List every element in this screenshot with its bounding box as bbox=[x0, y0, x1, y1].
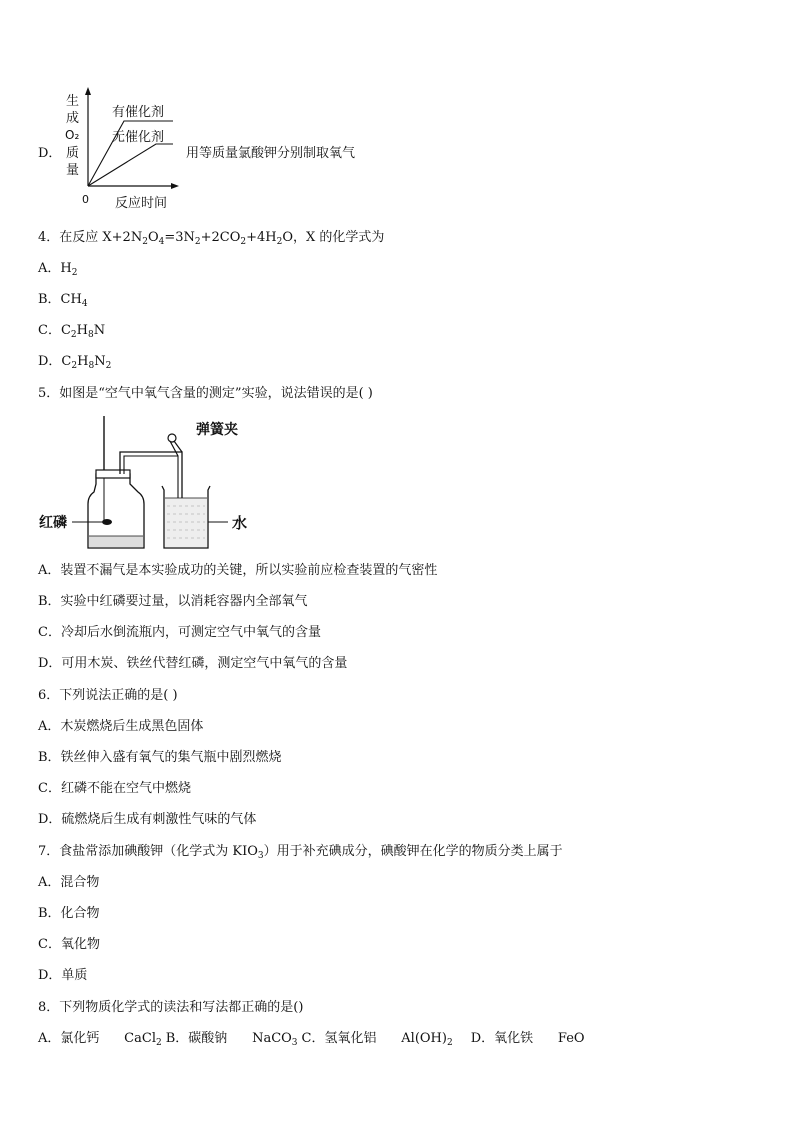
bottle-water bbox=[89, 536, 143, 547]
q5-option-a: A．装置不漏气是本实验成功的关键，所以实验前应检查装置的气密性 bbox=[38, 563, 438, 578]
label-water: 水 bbox=[232, 514, 248, 532]
curve-label-with-catalyst: 有催化剂 bbox=[112, 105, 165, 120]
q8-option-b: B．碳酸钠 NaCO$_3$ bbox=[165, 1031, 298, 1048]
label-phosphorus: 红磷 bbox=[39, 515, 67, 531]
phosphorus-spoon bbox=[102, 519, 112, 525]
q6-option-d: D．硫燃烧后生成有刺激性气味的气体 bbox=[38, 812, 257, 827]
q5-option-d: D．可用木炭、铁丝代替红磷，测定空气中氧气的含量 bbox=[38, 656, 348, 671]
beaker-water bbox=[165, 498, 207, 547]
q8-options bbox=[38, 1031, 603, 1047]
q6-stem: 6．下列说法正确的是( ) bbox=[38, 688, 178, 703]
q8-option-c: C．氢氧化铝 $Al(OH)_2$ bbox=[301, 1031, 453, 1048]
curve-label-without-catalyst: 无催化剂 bbox=[112, 130, 165, 145]
q3-option-d-prefix: D． bbox=[38, 146, 62, 161]
graph-y-label-5: 量 bbox=[66, 163, 80, 178]
q8-option-d: D．氧化铁 FeO bbox=[470, 1031, 585, 1046]
q8-option-a: A．氯化钙 CaCl$_2$ bbox=[38, 1031, 162, 1048]
q7-stem: 7．食盐常添加碘酸钾（化学式为 $KIO_3$）用于补充碘成分，碘酸钾在化学的物质分类上属于 bbox=[38, 844, 563, 861]
catalyst-graph bbox=[60, 85, 190, 215]
graph-origin: 0 bbox=[82, 193, 89, 206]
graph-y-arrow bbox=[85, 87, 91, 95]
graph-y-label-3: O₂ bbox=[65, 128, 80, 142]
graph-y-label-1: 生 bbox=[66, 94, 80, 109]
curve-without-catalyst bbox=[88, 144, 173, 186]
q4-stem: 4．在反应 $X+2N_2O_4=3N_2+2CO_2+4H_2O$，X 的化学式为 bbox=[38, 230, 385, 247]
q6-option-c: C．红磷不能在空气中燃烧 bbox=[38, 781, 191, 796]
q6-option-b: B．铁丝伸入盛有氧气的集气瓶中剧烈燃烧 bbox=[38, 750, 282, 765]
bottle-stopper bbox=[96, 470, 130, 478]
q5-option-c: C．冷却后水倒流瓶内，可测定空气中氧气的含量 bbox=[38, 625, 321, 640]
q4-option-a: A．$H_2$ bbox=[38, 261, 78, 278]
oxygen-experiment-diagram bbox=[36, 408, 266, 558]
q7-option-a: A．混合物 bbox=[38, 875, 100, 890]
q4-option-c: C．$C_2H_8N$ bbox=[38, 323, 106, 340]
q7-option-d: D．单质 bbox=[38, 968, 88, 983]
q7-option-c: C．氧化物 bbox=[38, 937, 100, 952]
q4-option-b: B．$CH_4$ bbox=[38, 292, 88, 309]
graph-y-label-4: 质 bbox=[66, 146, 80, 161]
q8-stem: 8．下列物质化学式的读法和写法都正确的是() bbox=[38, 1000, 304, 1015]
graph-x-arrow bbox=[171, 183, 179, 189]
graph-x-label: 反应时间 bbox=[115, 196, 168, 211]
q5-stem: 5．如图是“空气中氧气含量的测定”实验，说法错误的是( ) bbox=[38, 386, 373, 401]
q7-option-b: B．化合物 bbox=[38, 906, 100, 921]
spring-clamp bbox=[168, 434, 176, 442]
label-spring-clamp: 弹簧夹 bbox=[196, 422, 238, 438]
q4-option-d: D．$C_2H_8N_2$ bbox=[38, 354, 112, 371]
q6-option-a: A．木炭燃烧后生成黑色固体 bbox=[38, 719, 204, 734]
q3-option-d-caption: 用等质量氯酸钾分别制取氧气 bbox=[186, 146, 356, 161]
q5-option-b: B．实验中红磷要过量，以消耗容器内全部氧气 bbox=[38, 594, 308, 609]
graph-y-label-2: 成 bbox=[66, 111, 80, 126]
